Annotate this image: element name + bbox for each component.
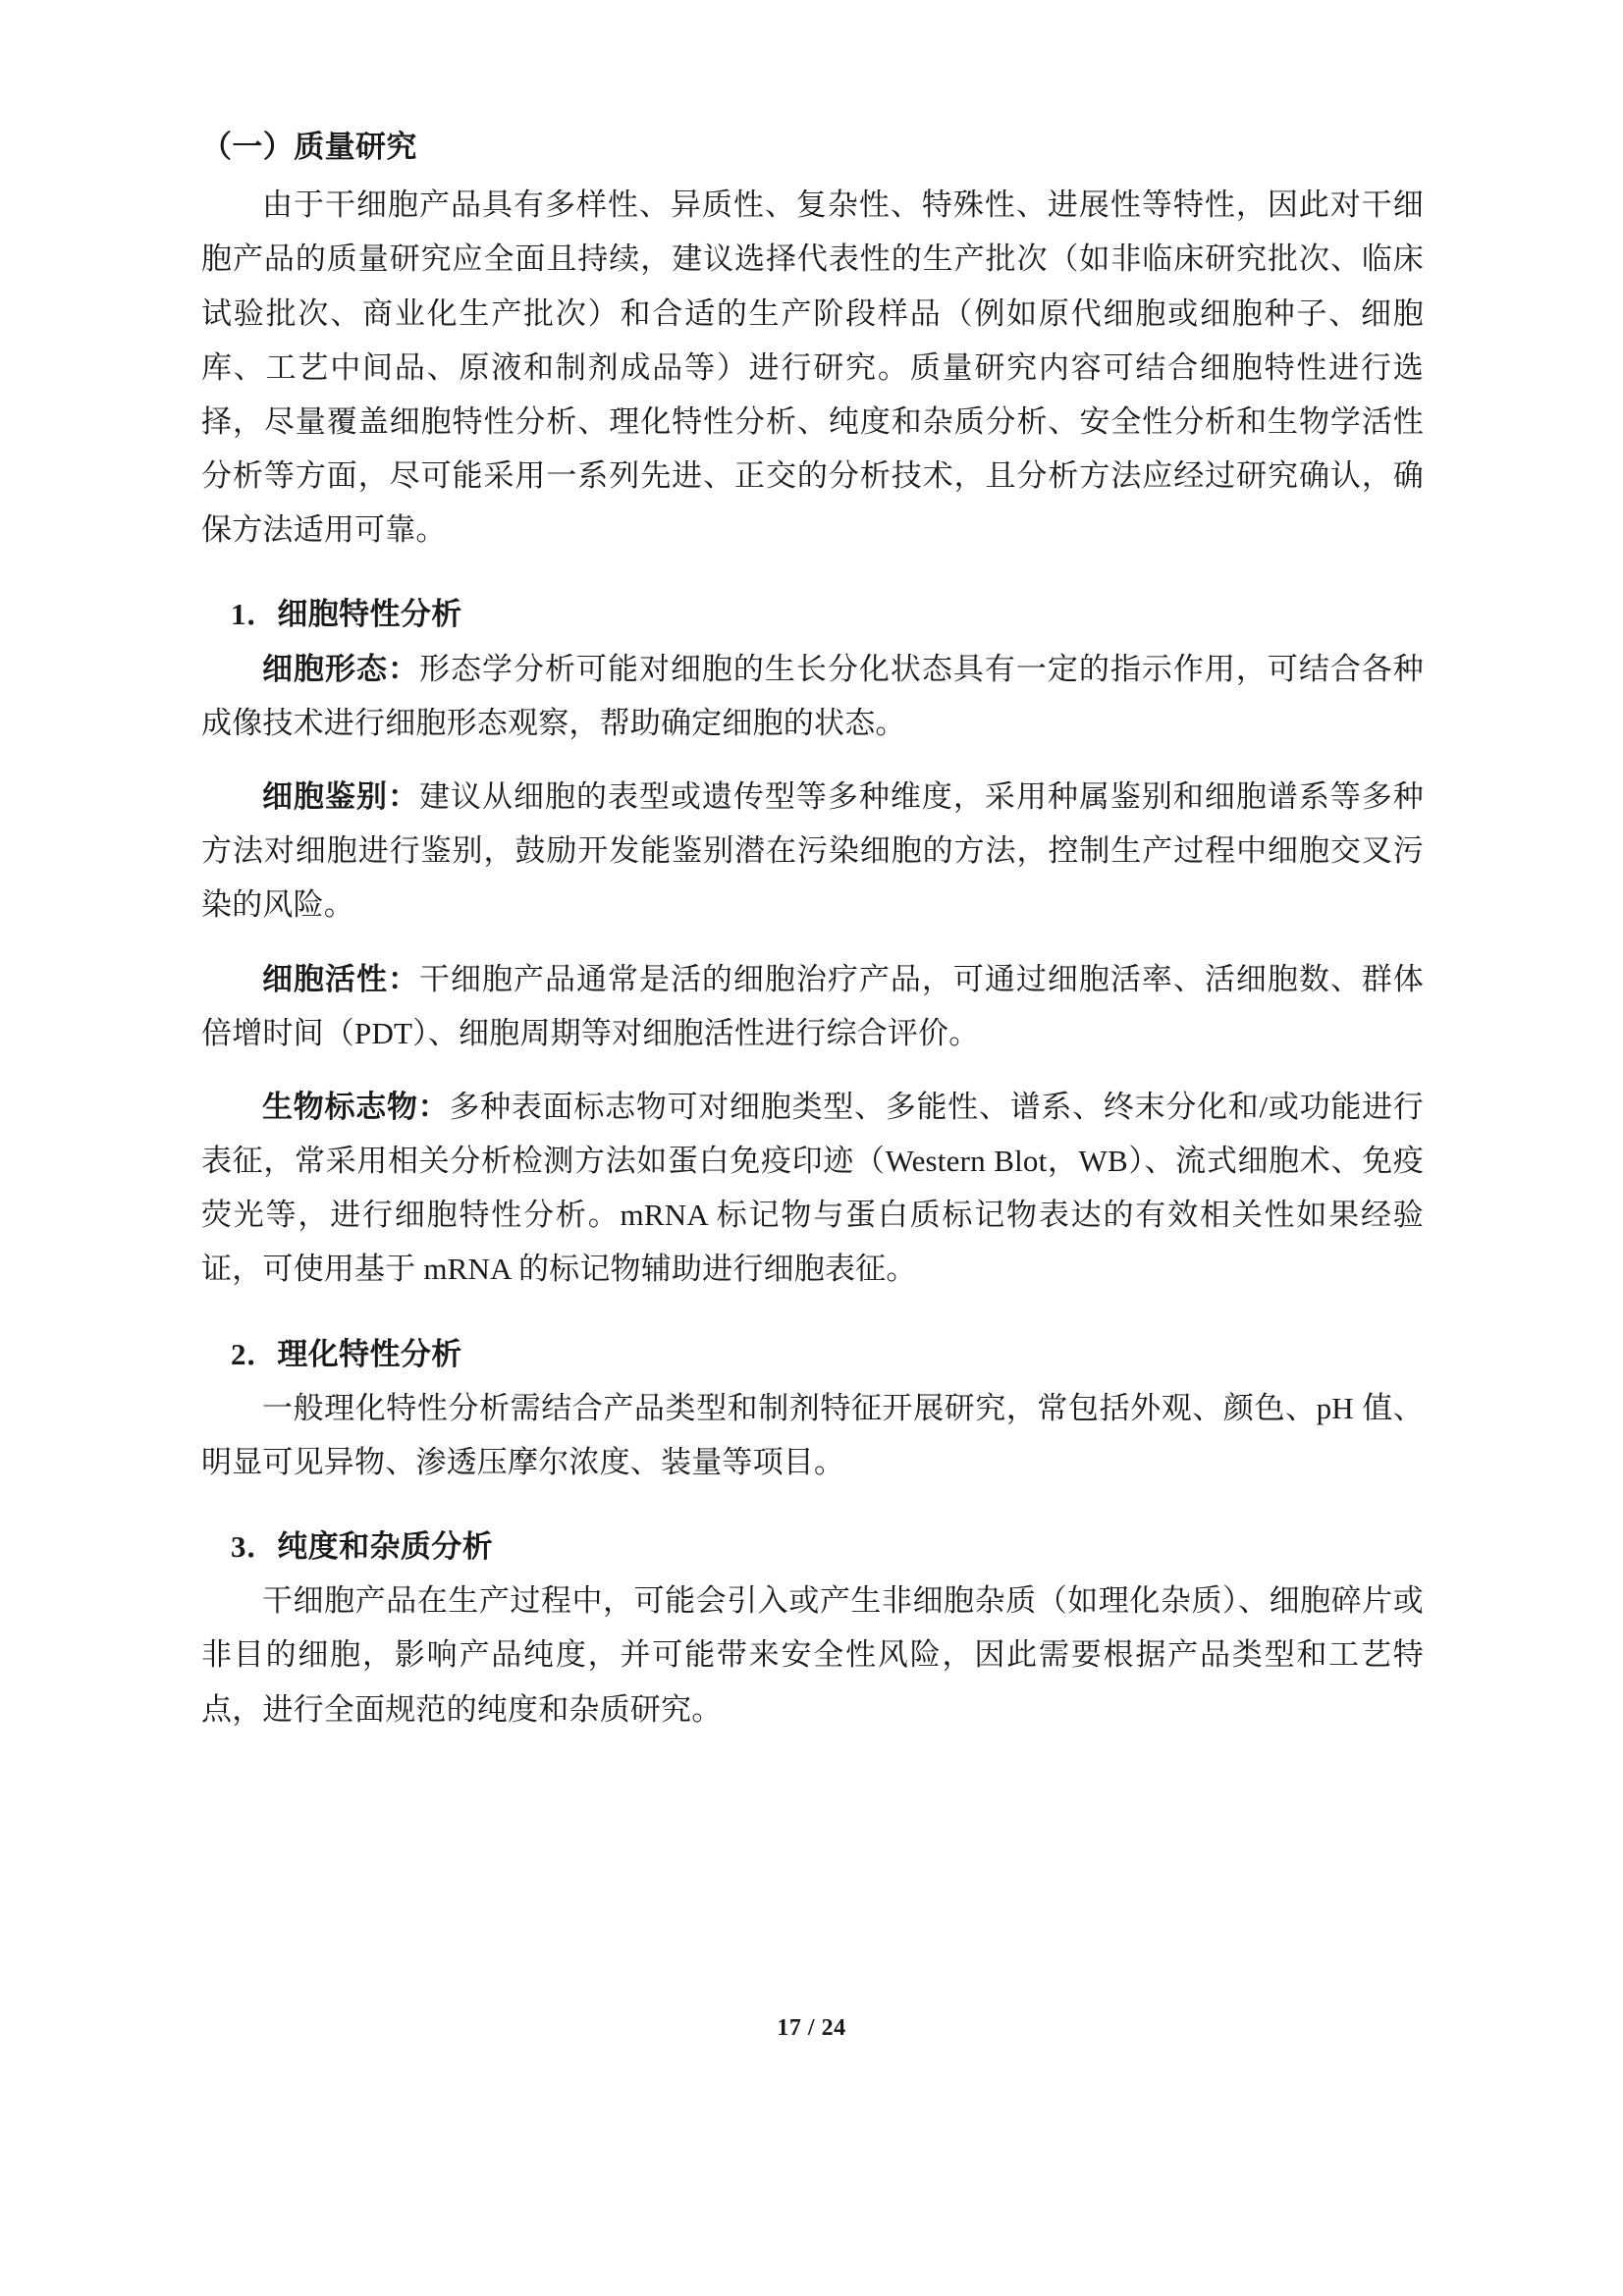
spacer <box>201 1060 1424 1080</box>
text-physicochemical: 一般理化特性分析需结合产品类型和制剂特征开展研究，常包括外观、颜色、pH 值、明显可见异物、渗透压摩尔浓度、装量等项目。 <box>201 1390 1424 1479</box>
paragraph-physicochemical <box>201 1381 1424 1489</box>
subsection-title-1: 细胞特性分析 <box>277 597 462 632</box>
paragraph-biomarkers <box>201 1080 1424 1297</box>
lead-cell-viability: 细胞活性： <box>262 961 419 996</box>
subsection-title-3: 纯度和杂质分析 <box>277 1529 494 1565</box>
text-purity-impurity: 干细胞产品在生产过程中，可能会引入或产生非细胞杂质（如理化杂质）、细胞碎片或非目的细胞，影响产品纯度，并可能带来安全性风险，因此需要根据产品类型和工艺特点，进行全面规范的纯度和杂质研究。 <box>201 1583 1424 1727</box>
subsection-heading-2 <box>201 1330 1424 1379</box>
paragraph-cell-viability <box>201 952 1424 1060</box>
text-cell-viability: 干细胞产品通常是活的细胞治疗产品，可通过细胞活率、活细胞数、群体倍增时间（PDT）、细胞周期等对细胞活性进行综合评价。 <box>201 961 1425 1050</box>
text-cell-identity: 建议从细胞的表型或遗传型等多种维度，采用种属鉴别和细胞谱系等多种方法对细胞进行鉴别，鼓励开发能鉴别潜在污染细胞的方法，控制生产过程中细胞交叉污染的风险。 <box>201 778 1425 923</box>
subsection-number-1: 1． <box>231 597 278 632</box>
subsection-heading-3 <box>201 1522 1424 1572</box>
subsection-number-2: 2． <box>231 1336 278 1371</box>
section-heading: （一）质量研究 <box>201 130 417 164</box>
lead-cell-morphology: 细胞形态： <box>262 651 419 686</box>
spacer <box>201 933 1424 952</box>
paragraph-cell-morphology <box>201 642 1424 750</box>
subsection-title-2: 理化特性分析 <box>277 1336 462 1371</box>
lead-biomarkers: 生物标志物： <box>262 1089 450 1124</box>
spacer <box>201 1297 1424 1330</box>
page-number-footer: 17 / 24 <box>777 2015 846 2041</box>
spacer <box>201 750 1424 770</box>
subsection-heading-1 <box>201 590 1424 639</box>
intro-paragraph: 由于干细胞产品具有多样性、异质性、复杂性、特殊性、进展性等特性，因此对干细胞产品的质量研究应全面且持续，建议选择代表性的生产批次（如非临床研究批次、临床试验批次、商业化生产批次）和合适的生产阶段样品（例如原代细胞或细胞种子、细胞库、工艺中间品、原液和制剂成品等）进行研究。质量研究内容可结合细胞特性进行选择，尽量覆盖细胞特性分析、理化特性分析、纯度和杂质分析、安全性分析和生物学活性分析等方面，尽可能采用一系列先进、正交的分析技术，且分析方法应经过研究确认，确保方法适用可靠。 <box>201 187 1424 548</box>
page-content <box>201 123 1424 1736</box>
spacer <box>201 1489 1424 1522</box>
subsection-number-3: 3． <box>231 1529 278 1565</box>
text-biomarkers: 多种表面标志物可对细胞类型、多能性、谱系、终末分化和/或功能进行表征，常采用相关分析检测方法如蛋白免疫印迹（Western Blot，WB）、流式细胞术、免疫荧光等，进行细胞特性分析。mRNA 标记物与蛋白质标记物表达的有效相关性如果经验证，可使用基于 mRNA 的标记物辅助进行细胞表征。 <box>201 1089 1425 1287</box>
spacer <box>201 557 1424 590</box>
text-cell-morphology: 形态学分析可能对细胞的生长分化状态具有一定的指示作用，可结合各种成像技术进行细胞形态观察，帮助确定细胞的状态。 <box>201 651 1425 740</box>
paragraph-purity-impurity <box>201 1574 1424 1736</box>
lead-cell-identity: 细胞鉴别： <box>262 778 419 814</box>
paragraph-cell-identity <box>201 770 1424 933</box>
